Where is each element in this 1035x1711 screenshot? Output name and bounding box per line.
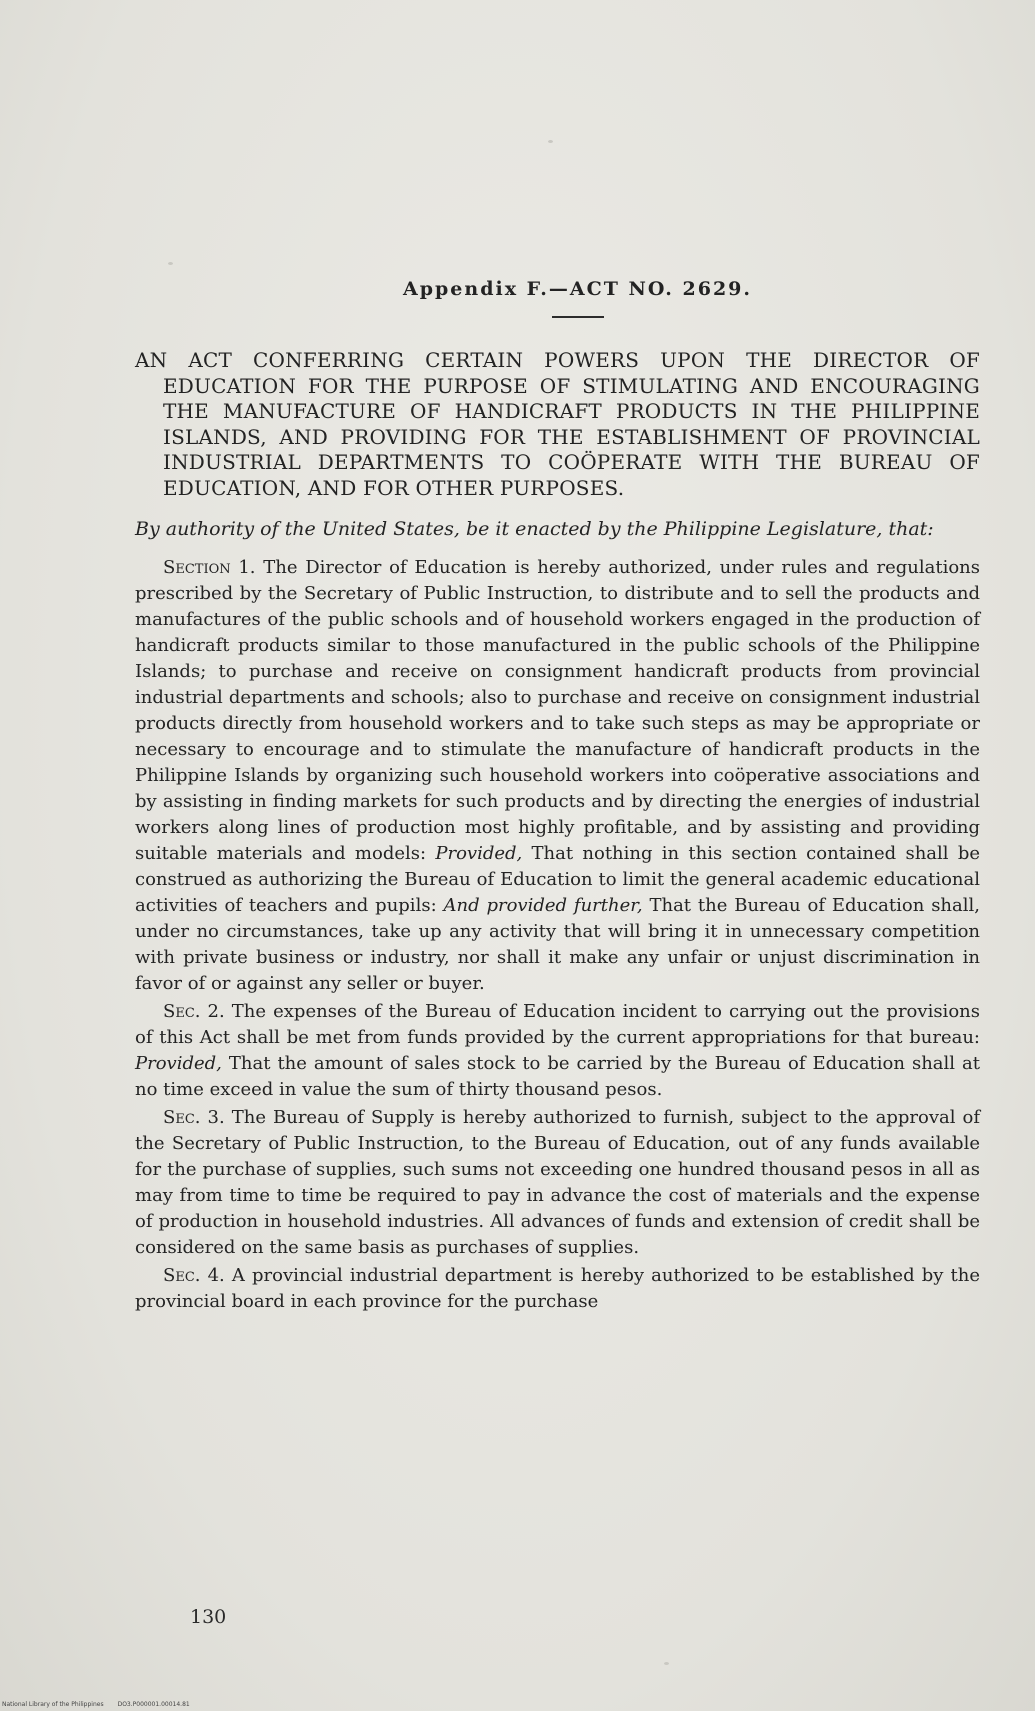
section-label: Section 1. — [163, 557, 256, 578]
footer-code: DO3.P000001.00014.81 — [117, 1701, 190, 1708]
paper-speck — [168, 262, 173, 265]
appendix-heading: Appendix F.—ACT NO. 2629. — [403, 278, 752, 300]
act-text — [135, 278, 980, 1315]
act-title: AN ACT CONFERRING CERTAIN POWERS UPON THE DIRECTOR OF EDUCATION FOR THE PURPOSE OF STIMULATING AND ENCOURAGING THE MANUFACTURE OF HANDICRAFT PRODUCTS IN THE PHILIPPINE ISLANDS, AND PROVIDING FOR THE ESTABLISHMENT OF PROVINCIAL INDUSTRIAL DEPARTMENTS TO COÖPERATE WITH THE BUREAU OF EDUCATION, AND FOR OTHER PURPOSES. — [135, 348, 980, 500]
enacting-clause: By authority of the United States, be it enacted by the Philippine Legislature, that: — [135, 518, 934, 540]
section-text-italic: And provided further, — [443, 895, 643, 916]
section-text: A provincial industrial department is hereby authorized to be established by the provincial board in each province for the purchase — [135, 1265, 980, 1312]
paper-speck — [548, 140, 553, 143]
section-text: That the amount of sales stock to be carried by the Bureau of Education shall at no time exceed in value the sum of thirty thousand pesos. — [135, 1053, 980, 1100]
section-text: The expenses of the Bureau of Education incident to carrying out the provisions of this Act shall be met from funds provided by the current appropriations for that bureau: — [135, 1001, 980, 1048]
section-text: The Bureau of Supply is hereby authorized to furnish, subject to the approval of the Secretary of Public Instruction, to the Bureau of Education, out of any funds available for the purchase of supplies, such sums not exceeding one hundred thousand pesos in all as may from time to time be required to pay in advance the cost of materials and the expense of production in household industries. All advances of funds and extension of credit shall be considered on the same basis as purchases of supplies. — [135, 1107, 981, 1258]
heading-rule — [552, 316, 604, 318]
footer-library: National Library of the Philippines — [2, 1701, 104, 1708]
section-text: The Director of Education is hereby authorized, under rules and regulations prescribed by the Secretary of Public Instruction, to distribute and to sell the products and manufactures of the public schools and of household workers engaged in the production of handicraft products similar to those manufactured in the public schools of the Philippine Islands; to purchase and receive on consignment handicraft products from provincial industrial departments and schools; also to purchase and receive on consignment industrial products directly from household workers and to take such steps as may be appropriate or necessary to encourage and to stimulate the manufacture of handicraft products in the Philippine Islands by organizing such household workers into coöperative associations and by assisting in finding markets for such products and by directing the energies of industrial workers along lines of production most highly profitable, and by assisting and providing suitable materials and models: — [135, 557, 980, 864]
section-text: That the Bureau of Education shall, under no circumstances, take up any activity that will bring it in unnecessary competition with private business or industry, nor shall it make any unfair or unjust discrimination in favor of or against any seller or buyer. — [135, 895, 980, 994]
section-4 — [135, 1263, 980, 1315]
section-label: Sec. 2. — [163, 1001, 225, 1022]
section-text: That nothing in this section contained shall be construed as authorizing the Bureau of Education to limit the general academic educational activities of teachers and pupils: — [135, 843, 980, 916]
section-3 — [135, 1105, 980, 1261]
section-label: Sec. 4. — [163, 1265, 225, 1286]
section-2 — [135, 999, 980, 1103]
section-text-italic: Provided, — [135, 1053, 222, 1074]
scan-footer — [2, 1701, 190, 1708]
page-number: 130 — [190, 1606, 227, 1628]
section-1 — [135, 555, 980, 997]
section-text-italic: Provided, — [435, 843, 523, 864]
section-label: Sec. 3. — [163, 1107, 225, 1128]
paper-speck — [664, 1662, 669, 1665]
